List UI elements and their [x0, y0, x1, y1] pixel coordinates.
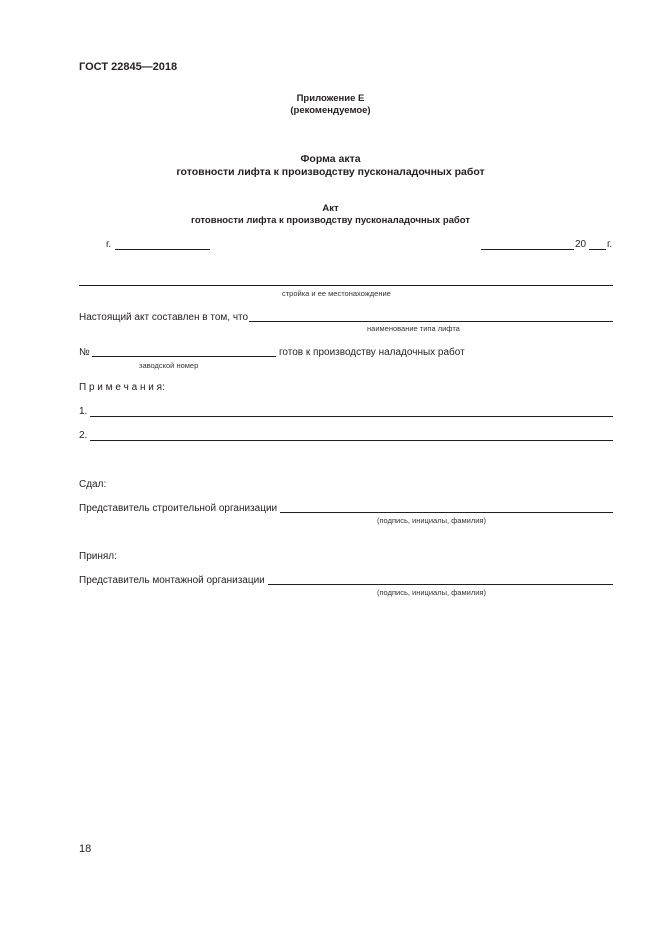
acceptance-label: Принял:	[79, 551, 117, 562]
note-1-field[interactable]	[90, 416, 613, 417]
note-1-label: 1.	[79, 406, 88, 417]
year-suffix: г.	[607, 239, 613, 250]
date-field[interactable]	[481, 249, 574, 250]
handover-rep-label: Представитель строительной организации	[79, 503, 278, 514]
form-title: Форма акта	[300, 153, 361, 165]
note-2-field[interactable]	[90, 440, 613, 441]
year-prefix: 20	[575, 239, 587, 250]
site-caption: стройка и ее местонахождение	[282, 289, 391, 298]
lift-type-caption: наименование типа лифта	[367, 324, 460, 333]
act-title: Акт	[322, 203, 339, 214]
act-subtitle: готовности лифта к производству пусконаладочных работ	[191, 215, 470, 226]
handover-signature-caption: (подпись, инициалы, фамилия)	[377, 516, 486, 525]
acceptance-signature-field[interactable]	[268, 584, 613, 585]
acceptance-signature-caption: (подпись, инициалы, фамилия)	[377, 588, 486, 597]
page-number: 18	[79, 843, 92, 855]
year-field[interactable]	[589, 249, 606, 250]
city-prefix: г.	[106, 239, 112, 250]
lift-type-field[interactable]	[249, 321, 613, 322]
acceptance-rep-label: Представитель монтажной организации	[79, 575, 265, 586]
serial-caption: заводской номер	[139, 361, 199, 370]
note-2-label: 2.	[79, 430, 88, 441]
site-field[interactable]	[79, 285, 613, 286]
standard-number: ГОСТ 22845—2018	[79, 61, 178, 73]
serial-number-field[interactable]	[92, 356, 276, 357]
number-sign: №	[79, 347, 90, 358]
city-field[interactable]	[115, 249, 210, 250]
handover-label: Сдал:	[79, 479, 107, 490]
act-intro-text: Настоящий акт составлен в том, что	[79, 312, 249, 323]
appendix-title: Приложение Е	[296, 93, 365, 104]
ready-text: готов к производству наладочных работ	[279, 347, 465, 358]
notes-label: П р и м е ч а н и я:	[79, 382, 165, 393]
form-subtitle: готовности лифта к производству пусконаладочных работ	[176, 166, 485, 178]
appendix-subtitle: (рекомендуемое)	[290, 105, 371, 116]
handover-signature-field[interactable]	[280, 512, 613, 513]
